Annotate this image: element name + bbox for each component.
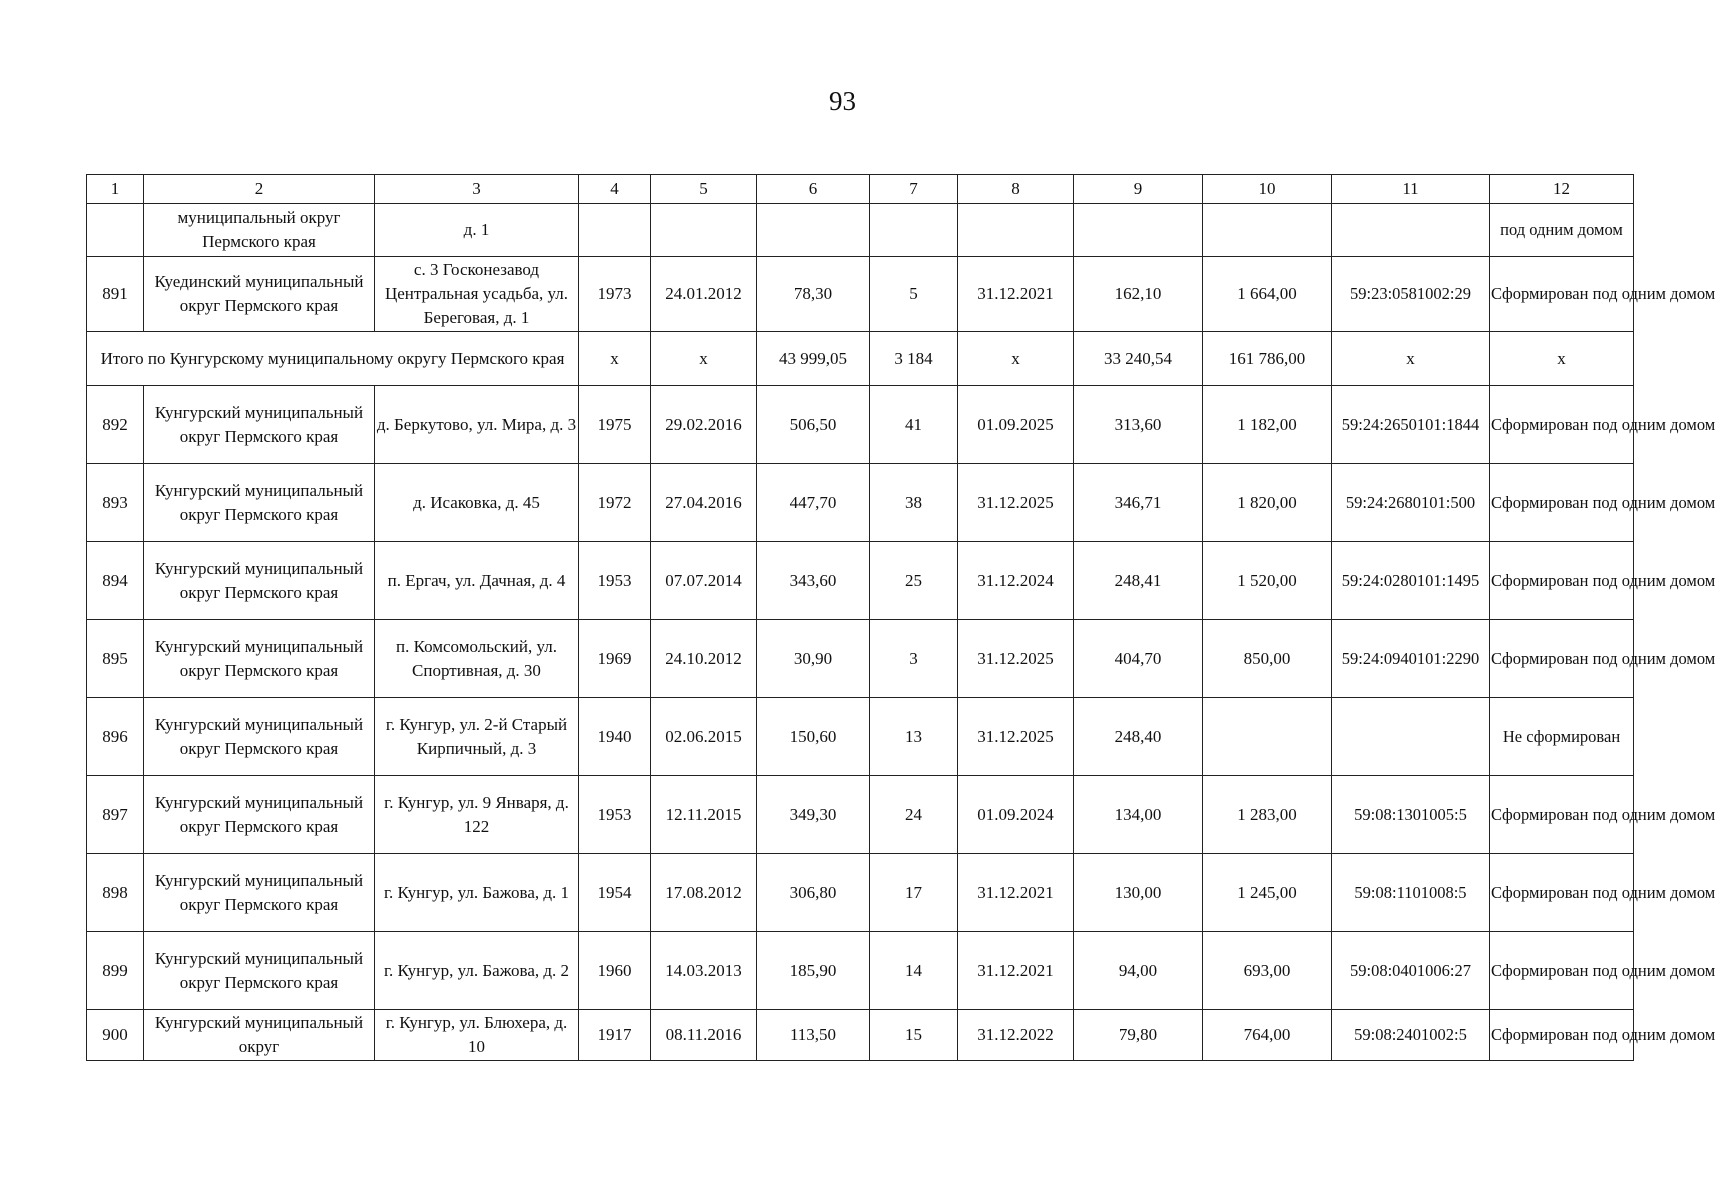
cell-residents: 13 [870, 698, 958, 776]
cell-status: под одним домом [1490, 204, 1634, 257]
cell-value-10: 693,00 [1203, 932, 1332, 1010]
cell-value-9: 248,40 [1074, 698, 1203, 776]
cell-municipality: Кунгурский муниципальный округ Пермского края [144, 932, 375, 1010]
cell-residents: 24 [870, 776, 958, 854]
cell-address: г. Кунгур, ул. 9 Января, д. 122 [375, 776, 579, 854]
cell-deadline: 31.12.2024 [958, 542, 1074, 620]
total-value-10: 161 786,00 [1203, 332, 1332, 386]
cell-number: 900 [87, 1010, 144, 1061]
cell-area [757, 204, 870, 257]
cell-deadline: 31.12.2021 [958, 854, 1074, 932]
cell-address: д. Исаковка, д. 45 [375, 464, 579, 542]
cell-area: 185,90 [757, 932, 870, 1010]
cell-area: 30,90 [757, 620, 870, 698]
cell-year [579, 204, 651, 257]
total-row [87, 332, 1634, 386]
cell-area: 113,50 [757, 1010, 870, 1061]
cell-residents: 14 [870, 932, 958, 1010]
cell-address: п. Ергач, ул. Дачная, д. 4 [375, 542, 579, 620]
column-number: 5 [651, 175, 757, 204]
cell-number: 897 [87, 776, 144, 854]
table-row [87, 854, 1634, 932]
cell-residents: 15 [870, 1010, 958, 1061]
table-row [87, 932, 1634, 1010]
cell-area: 343,60 [757, 542, 870, 620]
cell-residents: 3 [870, 620, 958, 698]
cell-municipality: Кунгурский муниципальный округ Пермского края [144, 698, 375, 776]
cell-status: Не сформирован [1490, 698, 1634, 776]
table-row [87, 542, 1634, 620]
cell-deadline: 31.12.2021 [958, 932, 1074, 1010]
cell-date: 17.08.2012 [651, 854, 757, 932]
cell-year: 1969 [579, 620, 651, 698]
column-number: 7 [870, 175, 958, 204]
cell-status: Сформирован под одним домом [1490, 542, 1634, 620]
column-number: 2 [144, 175, 375, 204]
total-date: х [651, 332, 757, 386]
cell-year: 1960 [579, 932, 651, 1010]
column-number: 4 [579, 175, 651, 204]
cell-address: д. 1 [375, 204, 579, 257]
cell-date: 12.11.2015 [651, 776, 757, 854]
table-row [87, 257, 1634, 332]
cell-municipality: Кунгурский муниципальный округ Пермского края [144, 464, 375, 542]
cell-area: 506,50 [757, 386, 870, 464]
cell-value-10: 1 245,00 [1203, 854, 1332, 932]
cell-status: Сформирован под одним домом [1490, 386, 1634, 464]
cell-number: 892 [87, 386, 144, 464]
cell-number: 894 [87, 542, 144, 620]
cell-municipality: Кунгурский муниципальный округ Пермского края [144, 386, 375, 464]
cell-date: 24.01.2012 [651, 257, 757, 332]
cell-municipality: Кунгурский муниципальный округ Пермского края [144, 776, 375, 854]
total-deadline: х [958, 332, 1074, 386]
cell-value-10: 1 520,00 [1203, 542, 1332, 620]
table-row [87, 698, 1634, 776]
column-number: 6 [757, 175, 870, 204]
cell-municipality: Кунгурский муниципальный округ Пермского края [144, 854, 375, 932]
cell-cadastral: 59:24:0280101:1495 [1332, 542, 1490, 620]
cell-deadline: 31.12.2025 [958, 620, 1074, 698]
cell-value-10: 1 182,00 [1203, 386, 1332, 464]
cell-value-10: 1 664,00 [1203, 257, 1332, 332]
column-number: 10 [1203, 175, 1332, 204]
table-row [87, 620, 1634, 698]
cell-address: с. 3 Госконезавод Центральная усадьба, ул. Береговая, д. 1 [375, 257, 579, 332]
cell-cadastral: 59:24:0940101:2290 [1332, 620, 1490, 698]
cell-number: 895 [87, 620, 144, 698]
cell-status: Сформирован под одним домом [1490, 620, 1634, 698]
table-row [87, 1010, 1634, 1061]
total-area: 43 999,05 [757, 332, 870, 386]
cell-cadastral: 59:08:1301005:5 [1332, 776, 1490, 854]
cell-year: 1940 [579, 698, 651, 776]
cell-value-10 [1203, 204, 1332, 257]
cell-municipality: Кунгурский муниципальный округ [144, 1010, 375, 1061]
cell-cadastral: 59:23:0581002:29 [1332, 257, 1490, 332]
cell-area: 447,70 [757, 464, 870, 542]
cell-residents: 17 [870, 854, 958, 932]
column-number-row [87, 175, 1634, 204]
cell-cadastral: 59:08:1101008:5 [1332, 854, 1490, 932]
cell-value-9: 79,80 [1074, 1010, 1203, 1061]
cell-value-10 [1203, 698, 1332, 776]
cell-status: Сформирован под одним домом [1490, 464, 1634, 542]
cell-area: 78,30 [757, 257, 870, 332]
total-status: х [1490, 332, 1634, 386]
cell-date: 24.10.2012 [651, 620, 757, 698]
cell-cadastral: 59:08:0401006:27 [1332, 932, 1490, 1010]
cell-status: Сформирован под одним домом [1490, 257, 1634, 332]
cell-residents: 5 [870, 257, 958, 332]
cell-area: 306,80 [757, 854, 870, 932]
cell-value-10: 764,00 [1203, 1010, 1332, 1061]
cell-year: 1954 [579, 854, 651, 932]
cell-area: 349,30 [757, 776, 870, 854]
cell-deadline: 31.12.2025 [958, 464, 1074, 542]
data-rows [87, 386, 1715, 1061]
column-number: 3 [375, 175, 579, 204]
cell-cadastral [1332, 698, 1490, 776]
cell-status: Сформирован под одним домом [1490, 776, 1634, 854]
cell-value-9: 94,00 [1074, 932, 1203, 1010]
cell-number: 898 [87, 854, 144, 932]
table-row [87, 386, 1634, 464]
cell-area: 150,60 [757, 698, 870, 776]
table-row [87, 464, 1634, 542]
cell-deadline [958, 204, 1074, 257]
cell-value-9: 162,10 [1074, 257, 1203, 332]
cell-value-10: 1 283,00 [1203, 776, 1332, 854]
cell-address: г. Кунгур, ул. Бажова, д. 2 [375, 932, 579, 1010]
continuation-row [87, 204, 1634, 257]
total-residents: 3 184 [870, 332, 958, 386]
register-table [86, 174, 1715, 1061]
cell-number: 899 [87, 932, 144, 1010]
cell-number: 891 [87, 257, 144, 332]
total-value-9: 33 240,54 [1074, 332, 1203, 386]
cell-cadastral: 59:08:2401002:5 [1332, 1010, 1490, 1061]
cell-value-9: 248,41 [1074, 542, 1203, 620]
cell-date: 29.02.2016 [651, 386, 757, 464]
cell-year: 1972 [579, 464, 651, 542]
column-number: 11 [1332, 175, 1490, 204]
total-label: Итого по Кунгурскому муниципальному округу Пермского края [87, 332, 579, 386]
cell-value-9: 134,00 [1074, 776, 1203, 854]
cell-deadline: 31.12.2025 [958, 698, 1074, 776]
cell-status: Сформирован под одним домом [1490, 932, 1634, 1010]
total-year: х [579, 332, 651, 386]
cell-address: г. Кунгур, ул. Бажова, д. 1 [375, 854, 579, 932]
cell-value-9: 404,70 [1074, 620, 1203, 698]
cell-address: г. Кунгур, ул. Блюхера, д. 10 [375, 1010, 579, 1061]
cell-municipality: Куединский муниципальный округ Пермского края [144, 257, 375, 332]
cell-deadline: 01.09.2025 [958, 386, 1074, 464]
cell-year: 1975 [579, 386, 651, 464]
cell-date: 27.04.2016 [651, 464, 757, 542]
cell-residents: 38 [870, 464, 958, 542]
cell-value-9: 346,71 [1074, 464, 1203, 542]
cell-value-10: 850,00 [1203, 620, 1332, 698]
cell-cadastral: 59:24:2680101:500 [1332, 464, 1490, 542]
cell-value-9 [1074, 204, 1203, 257]
cell-year: 1917 [579, 1010, 651, 1061]
column-number: 1 [87, 175, 144, 204]
cell-date: 08.11.2016 [651, 1010, 757, 1061]
cell-residents: 25 [870, 542, 958, 620]
cell-deadline: 31.12.2022 [958, 1010, 1074, 1061]
cell-address: д. Беркутово, ул. Мира, д. 3 [375, 386, 579, 464]
page-number: 93 [829, 86, 856, 116]
cell-year: 1973 [579, 257, 651, 332]
cell-deadline: 01.09.2024 [958, 776, 1074, 854]
column-number: 8 [958, 175, 1074, 204]
table-row [87, 776, 1634, 854]
cell-date: 14.03.2013 [651, 932, 757, 1010]
cell-cadastral [1332, 204, 1490, 257]
cell-number: 893 [87, 464, 144, 542]
cell-cadastral: 59:24:2650101:1844 [1332, 386, 1490, 464]
cell-municipality: Кунгурский муниципальный округ Пермского края [144, 542, 375, 620]
cell-status: Сформирован под одним домом [1490, 854, 1634, 932]
cell-status: Сформирован под одним домом [1490, 1010, 1634, 1061]
total-cadastral: х [1332, 332, 1490, 386]
cell-date [651, 204, 757, 257]
cell-municipality: Кунгурский муниципальный округ Пермского края [144, 620, 375, 698]
cell-number: 896 [87, 698, 144, 776]
cell-year: 1953 [579, 776, 651, 854]
cell-residents [870, 204, 958, 257]
cell-municipality: муниципальный округ Пермского края [144, 204, 375, 257]
cell-value-10: 1 820,00 [1203, 464, 1332, 542]
column-number: 12 [1490, 175, 1634, 204]
cell-date: 07.07.2014 [651, 542, 757, 620]
cell-deadline: 31.12.2021 [958, 257, 1074, 332]
cell-address: п. Комсомольский, ул. Спортивная, д. 30 [375, 620, 579, 698]
cell-number [87, 204, 144, 257]
cell-value-9: 130,00 [1074, 854, 1203, 932]
cell-year: 1953 [579, 542, 651, 620]
cell-value-9: 313,60 [1074, 386, 1203, 464]
column-number: 9 [1074, 175, 1203, 204]
cell-date: 02.06.2015 [651, 698, 757, 776]
cell-residents: 41 [870, 386, 958, 464]
cell-address: г. Кунгур, ул. 2-й Старый Кирпичный, д. 3 [375, 698, 579, 776]
